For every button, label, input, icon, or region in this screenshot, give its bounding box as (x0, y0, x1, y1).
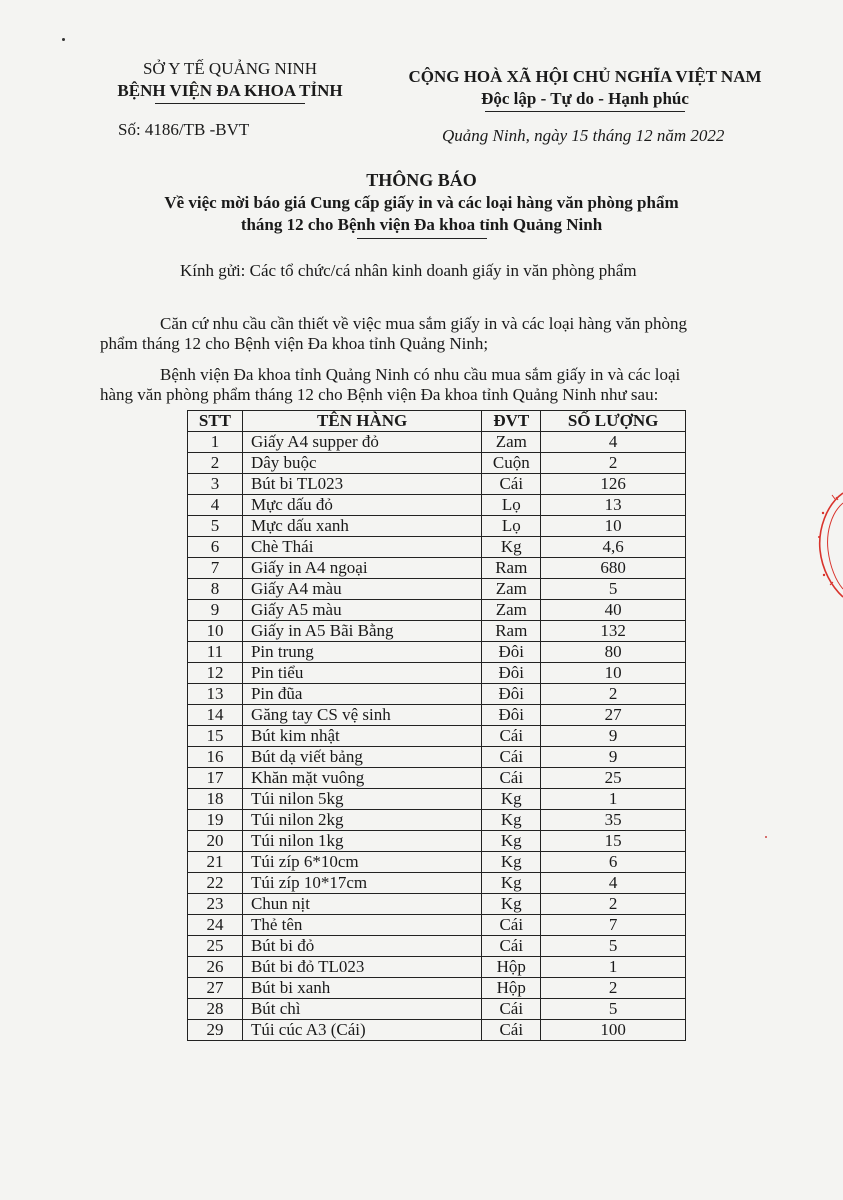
national-motto: Độc lập - Tự do - Hạnh phúc (481, 89, 689, 108)
row-item-name: Túi zíp 6*10cm (242, 852, 481, 873)
table-row (188, 894, 686, 915)
row-quantity: 10 (541, 663, 686, 684)
red-seal-fragment (806, 485, 843, 605)
table-row (188, 537, 686, 558)
row-quantity: 7 (541, 915, 686, 936)
row-item-name: Pin tiểu (242, 663, 481, 684)
row-stt: 29 (188, 1020, 243, 1041)
table-row (188, 621, 686, 642)
row-stt: 10 (188, 621, 243, 642)
header-unit: ĐVT (482, 411, 541, 432)
row-quantity: 25 (541, 768, 686, 789)
row-stt: 25 (188, 936, 243, 957)
row-quantity: 2 (541, 453, 686, 474)
paragraph-request-line-1: Bệnh viện Đa khoa tỉnh Quảng Ninh có nhu cầu mua sắm giấy in và các loại (160, 365, 681, 384)
table-row (188, 747, 686, 768)
table-row (188, 1020, 686, 1041)
row-quantity: 35 (541, 810, 686, 831)
title-line-1: Về việc mời báo giá Cung cấp giấy in và các loại hàng văn phòng phẩm (164, 193, 679, 212)
row-quantity: 6 (541, 852, 686, 873)
row-item-name: Túi nilon 2kg (242, 810, 481, 831)
row-quantity: 5 (541, 579, 686, 600)
table-row (188, 831, 686, 852)
row-quantity: 9 (541, 747, 686, 768)
red-speck (765, 836, 767, 838)
table-row (188, 516, 686, 537)
notice-title (40, 168, 803, 239)
document-number: Số: 4186/TB -BVT (118, 120, 250, 139)
row-stt: 18 (188, 789, 243, 810)
row-unit: Cái (482, 1020, 541, 1041)
header-name: TÊN HÀNG (242, 411, 481, 432)
table-row (188, 453, 686, 474)
row-item-name: Túi cúc A3 (Cái) (242, 1020, 481, 1041)
issuer-underline (155, 103, 305, 104)
row-unit: Cuộn (482, 453, 541, 474)
row-item-name: Dây buộc (242, 453, 481, 474)
table-row (188, 432, 686, 453)
row-unit: Zam (482, 600, 541, 621)
row-unit: Kg (482, 852, 541, 873)
row-quantity: 27 (541, 705, 686, 726)
row-unit: Cái (482, 915, 541, 936)
row-stt: 20 (188, 831, 243, 852)
row-unit: Ram (482, 621, 541, 642)
table-row (188, 684, 686, 705)
row-item-name: Pin trung (242, 642, 481, 663)
row-quantity: 40 (541, 600, 686, 621)
row-stt: 14 (188, 705, 243, 726)
row-item-name: Giấy A5 màu (242, 600, 481, 621)
row-unit: Kg (482, 789, 541, 810)
row-stt: 24 (188, 915, 243, 936)
row-unit: Lọ (482, 516, 541, 537)
row-unit: Cái (482, 999, 541, 1020)
row-quantity: 2 (541, 978, 686, 999)
table-row (188, 558, 686, 579)
row-item-name: Túi nilon 1kg (242, 831, 481, 852)
row-item-name: Túi zíp 10*17cm (242, 873, 481, 894)
row-stt: 16 (188, 747, 243, 768)
row-item-name: Bút chì (242, 999, 481, 1020)
row-unit: Zam (482, 579, 541, 600)
table-row (188, 495, 686, 516)
row-unit: Đôi (482, 684, 541, 705)
row-stt: 15 (188, 726, 243, 747)
row-unit: Cái (482, 474, 541, 495)
row-item-name: Mực dấu đỏ (242, 495, 481, 516)
title-main: THÔNG BÁO (366, 170, 477, 190)
paragraph-basis-line-2: phẩm tháng 12 cho Bệnh viện Đa khoa tỉnh Quảng Ninh; (100, 334, 489, 353)
row-quantity: 1 (541, 789, 686, 810)
row-stt: 5 (188, 516, 243, 537)
row-stt: 19 (188, 810, 243, 831)
issuer-block (70, 58, 390, 104)
row-unit: Cái (482, 768, 541, 789)
row-stt: 8 (188, 579, 243, 600)
row-stt: 9 (188, 600, 243, 621)
table-row (188, 978, 686, 999)
table-row (188, 600, 686, 621)
row-unit: Đôi (482, 663, 541, 684)
row-item-name: Bút bi đỏ (242, 936, 481, 957)
national-header (375, 66, 795, 112)
row-item-name: Bút bi đỏ TL023 (242, 957, 481, 978)
row-quantity: 100 (541, 1020, 686, 1041)
department-name: SỞ Y TẾ QUẢNG NINH (142, 59, 318, 78)
table-row (188, 726, 686, 747)
row-item-name: Bút bi xanh (242, 978, 481, 999)
row-unit: Đôi (482, 705, 541, 726)
row-quantity: 132 (541, 621, 686, 642)
row-unit: Lọ (482, 495, 541, 516)
row-item-name: Bút bi TL023 (242, 474, 481, 495)
row-item-name: Giấy A4 supper đỏ (242, 432, 481, 453)
row-quantity: 10 (541, 516, 686, 537)
greeting: Kính gửi: Các tổ chức/cá nhân kinh doanh giấy in văn phòng phẩm (180, 261, 637, 280)
row-unit: Cái (482, 936, 541, 957)
table-row (188, 915, 686, 936)
row-item-name: Găng tay CS vệ sinh (242, 705, 481, 726)
table-row (188, 579, 686, 600)
title-line-2: tháng 12 cho Bệnh viện Đa khoa tỉnh Quảng Ninh (240, 215, 603, 234)
table-row (188, 789, 686, 810)
row-unit: Hộp (482, 957, 541, 978)
row-quantity: 15 (541, 831, 686, 852)
nation-name: CỘNG HOÀ XÃ HỘI CHỦ NGHĨA VIỆT NAM (408, 67, 762, 86)
table-row (188, 474, 686, 495)
row-stt: 23 (188, 894, 243, 915)
row-quantity: 9 (541, 726, 686, 747)
row-unit: Kg (482, 831, 541, 852)
row-stt: 26 (188, 957, 243, 978)
table-body (188, 432, 686, 1041)
paragraph-request-line-2: hàng văn phòng phẩm tháng 12 cho Bệnh viện Đa khoa tỉnh Quảng Ninh như sau: (100, 385, 659, 404)
row-item-name: Giấy in A5 Bãi Bằng (242, 621, 481, 642)
table-header-row (188, 411, 686, 432)
items-table (187, 410, 686, 1041)
row-item-name: Bút kim nhật (242, 726, 481, 747)
row-stt: 17 (188, 768, 243, 789)
paragraph-basis (100, 314, 780, 354)
row-stt: 22 (188, 873, 243, 894)
table-row (188, 768, 686, 789)
row-quantity: 680 (541, 558, 686, 579)
row-quantity: 13 (541, 495, 686, 516)
place-date: Quảng Ninh, ngày 15 tháng 12 năm 2022 (442, 126, 725, 145)
row-quantity: 80 (541, 642, 686, 663)
row-unit: Kg (482, 810, 541, 831)
row-unit: Kg (482, 537, 541, 558)
row-quantity: 126 (541, 474, 686, 495)
row-stt: 12 (188, 663, 243, 684)
row-unit: Ram (482, 558, 541, 579)
row-unit: Hộp (482, 978, 541, 999)
row-unit: Kg (482, 873, 541, 894)
table-row (188, 852, 686, 873)
table-row (188, 642, 686, 663)
row-item-name: Mực dấu xanh (242, 516, 481, 537)
table-row (188, 663, 686, 684)
row-quantity: 4 (541, 873, 686, 894)
table-row (188, 705, 686, 726)
row-quantity: 2 (541, 894, 686, 915)
table-row (188, 957, 686, 978)
row-stt: 6 (188, 537, 243, 558)
row-quantity: 4,6 (541, 537, 686, 558)
header-stt: STT (188, 411, 243, 432)
row-quantity: 4 (541, 432, 686, 453)
row-quantity: 5 (541, 936, 686, 957)
row-unit: Zam (482, 432, 541, 453)
row-item-name: Chun nịt (242, 894, 481, 915)
row-item-name: Bút dạ viết bảng (242, 747, 481, 768)
row-item-name: Thẻ tên (242, 915, 481, 936)
table-row (188, 873, 686, 894)
row-stt: 13 (188, 684, 243, 705)
row-stt: 3 (188, 474, 243, 495)
row-item-name: Pin đũa (242, 684, 481, 705)
row-stt: 11 (188, 642, 243, 663)
row-quantity: 1 (541, 957, 686, 978)
row-quantity: 2 (541, 684, 686, 705)
row-unit: Đôi (482, 642, 541, 663)
hospital-name: BỆNH VIỆN ĐA KHOA TỈNH (117, 81, 343, 100)
table-row (188, 936, 686, 957)
header-qty: SỐ LƯỢNG (541, 411, 686, 432)
row-stt: 2 (188, 453, 243, 474)
table-row (188, 810, 686, 831)
row-quantity: 5 (541, 999, 686, 1020)
title-underline (357, 238, 487, 239)
row-item-name: Chè Thái (242, 537, 481, 558)
row-stt: 27 (188, 978, 243, 999)
row-unit: Cái (482, 726, 541, 747)
row-item-name: Giấy A4 màu (242, 579, 481, 600)
row-unit: Cái (482, 747, 541, 768)
row-stt: 1 (188, 432, 243, 453)
row-stt: 21 (188, 852, 243, 873)
motto-underline (485, 111, 685, 112)
row-stt: 28 (188, 999, 243, 1020)
paragraph-basis-line-1: Căn cứ nhu cầu cần thiết về việc mua sắm giấy in và các loại hàng văn phòng (160, 314, 688, 333)
scan-speck (62, 38, 65, 41)
row-item-name: Khăn mặt vuông (242, 768, 481, 789)
paragraph-request (100, 365, 780, 405)
row-unit: Kg (482, 894, 541, 915)
row-item-name: Túi nilon 5kg (242, 789, 481, 810)
row-item-name: Giấy in A4 ngoại (242, 558, 481, 579)
row-stt: 7 (188, 558, 243, 579)
row-stt: 4 (188, 495, 243, 516)
table-row (188, 999, 686, 1020)
